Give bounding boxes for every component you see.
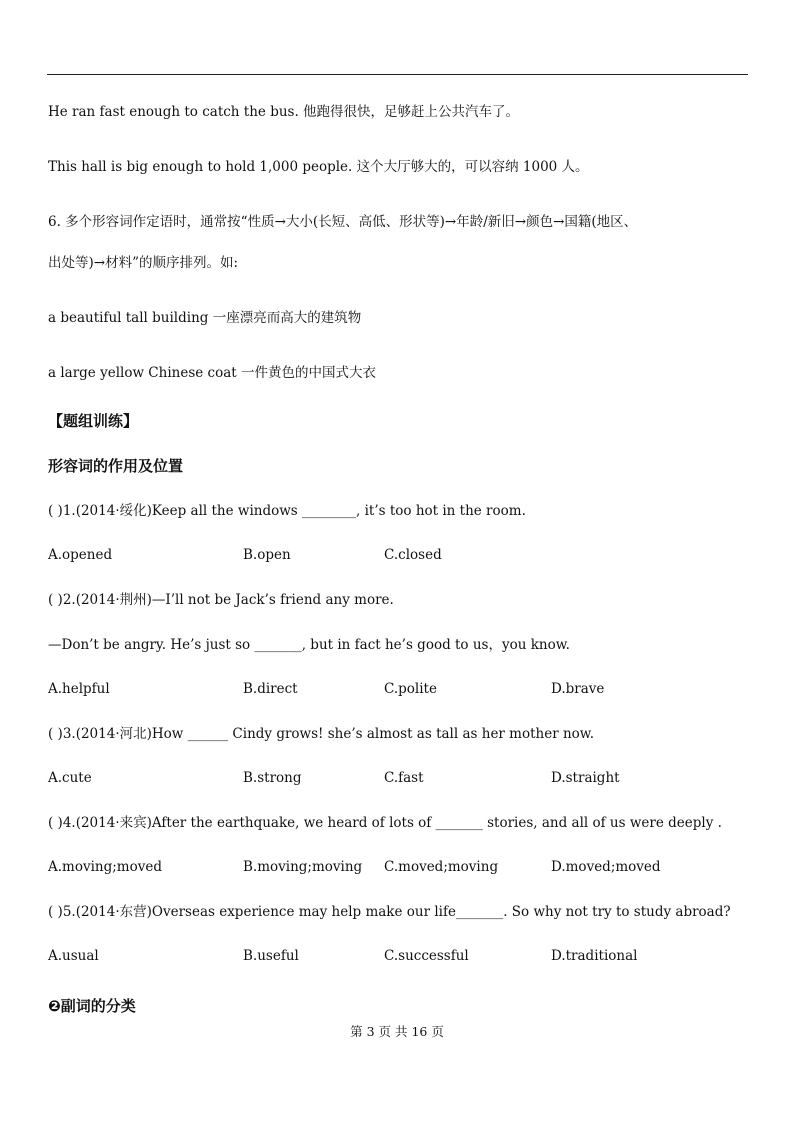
question-2-stem: ( )2.(2014·荆州)—I’ll not be Jack’s friend any more.: [48, 592, 394, 608]
question-2-option-b[interactable]: B.direct: [243, 681, 298, 697]
note-line-2: This hall is big enough to hold 1,000 people. 这个大厅够大的，可以容纳 1000 人。: [48, 159, 589, 175]
example-1: a beautiful tall building 一座漂亮而高大的建筑物: [48, 310, 362, 326]
page-footer: 第 3 页 共 16 页: [350, 1024, 444, 1039]
question-5-option-b[interactable]: B.useful: [243, 948, 299, 964]
section-title: 【题组训练】: [48, 412, 139, 430]
question-4-option-a[interactable]: A.moving;moved: [48, 859, 162, 875]
question-3-stem: ( )3.(2014·河北)How ______ Cindy grows! she’s almost as tall as her mother now.: [48, 726, 595, 742]
question-4-option-d[interactable]: D.moved;moved: [551, 859, 661, 875]
note-line-1: He ran fast enough to catch the bus. 他跑得很快，足够赶上公共汽车了。: [48, 104, 520, 120]
question-4-option-c[interactable]: C.moved;moving: [384, 859, 499, 875]
next-section-heading: [48, 997, 136, 1015]
header-rule: [47, 74, 748, 75]
circled-number-2-icon: ❷: [48, 997, 61, 1015]
question-2-option-a[interactable]: A.helpful: [48, 681, 110, 697]
question-5-option-c[interactable]: C.successful: [384, 948, 469, 964]
question-5-option-a[interactable]: A.usual: [48, 948, 99, 964]
question-1-option-c[interactable]: C.closed: [384, 547, 442, 563]
question-3-option-a[interactable]: A.cute: [48, 770, 92, 786]
point-6-line-1: 6. 多个形容词作定语时，通常按“性质→大小(长短、高低、形状等)→年龄/新旧→颜色→国籍(地区、: [48, 214, 638, 230]
question-1-option-b[interactable]: B.open: [243, 547, 291, 563]
question-4-option-b[interactable]: B.moving;moving: [243, 859, 363, 875]
next-section-title: 副词的分类: [60, 997, 136, 1015]
question-3-option-d[interactable]: D.straight: [551, 770, 620, 786]
subsection-title: 形容词的作用及位置: [48, 457, 184, 475]
question-2-option-d[interactable]: D.brave: [551, 681, 605, 697]
point-6-line-2: 出处等)→材料”的顺序排列。如:: [48, 255, 239, 271]
question-3-option-c[interactable]: C.fast: [384, 770, 424, 786]
question-2-option-c[interactable]: C.polite: [384, 681, 437, 697]
question-2-stem-reply: —Don’t be angry. He’s just so _______, but in fact he’s good to us，you know.: [48, 637, 570, 653]
example-2: a large yellow Chinese coat 一件黄色的中国式大衣: [48, 365, 376, 381]
question-5-option-d[interactable]: D.traditional: [551, 948, 638, 964]
question-1-stem: ( )1.(2014·绥化)Keep all the windows ________, it’s too hot in the room.: [48, 503, 526, 519]
question-4-stem: ( )4.(2014·来宾)After the earthquake, we heard of lots of _______ stories, and all of us were deeply .: [48, 815, 722, 831]
question-5-stem: ( )5.(2014·东营)Overseas experience may help make our life_______. So why not try to study abroad?: [48, 904, 731, 920]
question-1-option-a[interactable]: A.opened: [48, 547, 113, 563]
question-3-option-b[interactable]: B.strong: [243, 770, 302, 786]
